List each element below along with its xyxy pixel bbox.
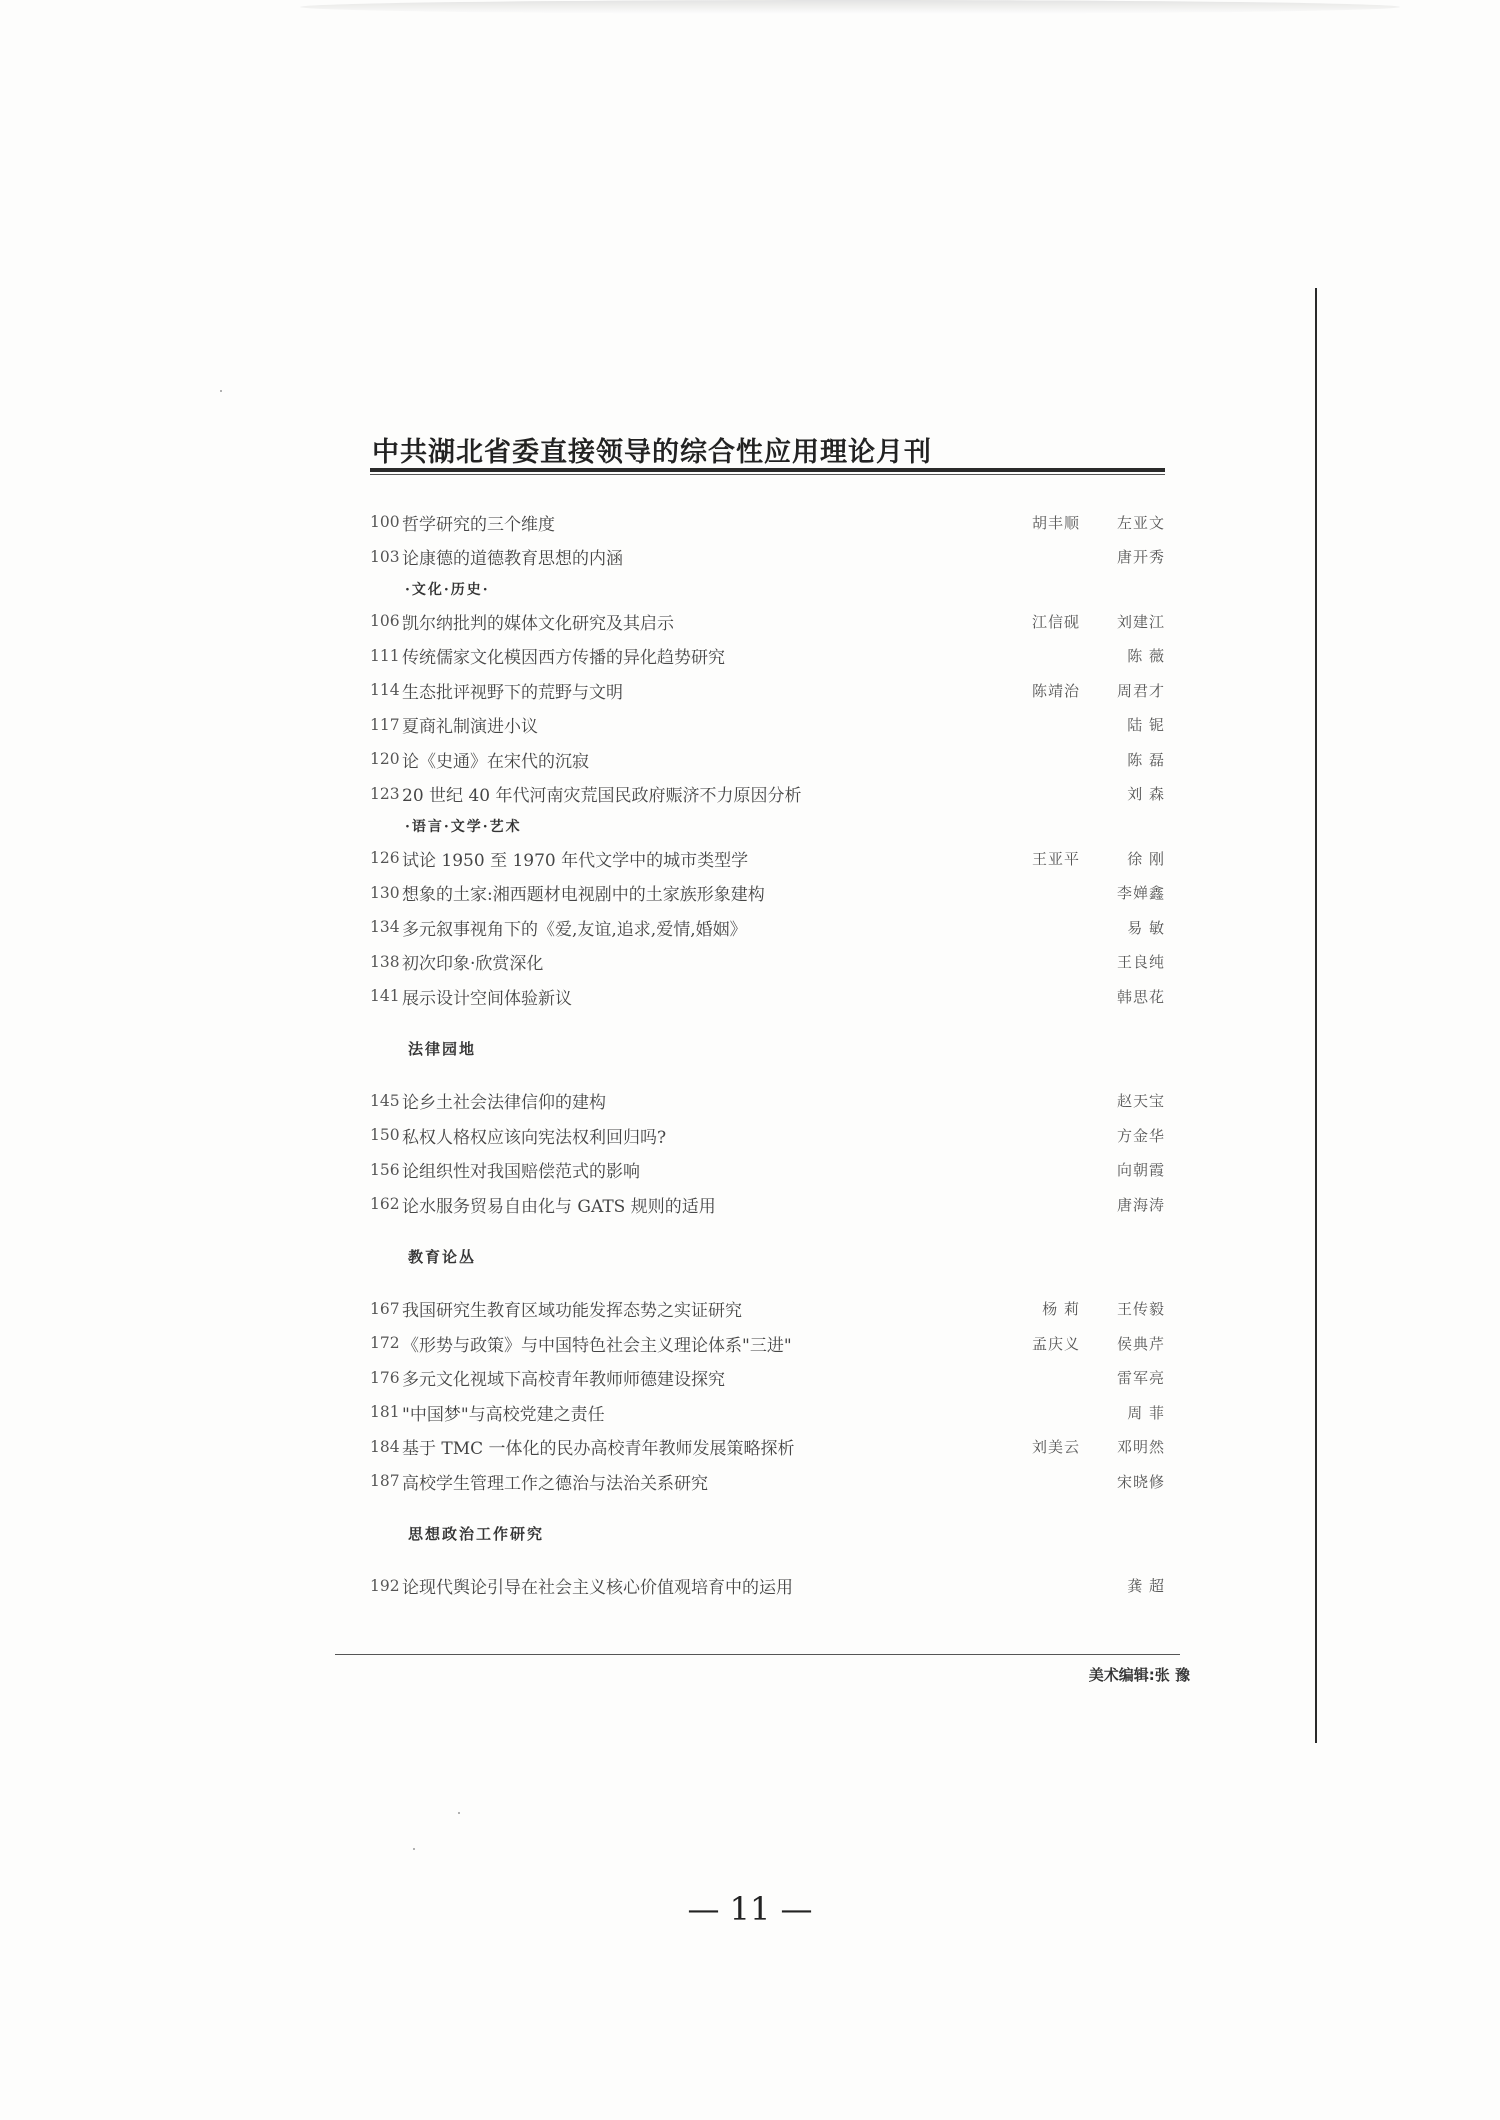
toc-page-number: 103: [370, 547, 400, 566]
toc-author-2: 邓明然: [1116, 1438, 1165, 1457]
toc-entry: [370, 604, 1165, 639]
toc-entry: [370, 1395, 1165, 1430]
toc-author-2: 王良纯: [1116, 953, 1165, 972]
toc-entry: [370, 876, 1165, 911]
toc-article-title: 凯尔纳批判的媒体文化研究及其启示: [402, 613, 674, 634]
toc-author-1: 胡丰顺: [1031, 513, 1080, 532]
toc-author-2: 雷军亮: [1116, 1369, 1165, 1388]
header-rule-thin: [370, 474, 1165, 475]
toc-article-title: 论水服务贸易自由化与 GATS 规则的适用: [402, 1196, 716, 1217]
toc-author-2: 陆 铌: [1127, 716, 1165, 735]
scan-speck: [413, 1848, 415, 1850]
toc-author-1: 陈靖治: [1031, 681, 1080, 700]
toc-page-number: 184: [370, 1437, 400, 1456]
toc-entry: [370, 742, 1165, 777]
toc-article-title: 初次印象·欣赏深化: [402, 954, 544, 975]
toc-article-title: 哲学研究的三个维度: [402, 514, 555, 535]
toc-article-title: "中国梦"与高校党建之责任: [402, 1404, 605, 1425]
toc-article-title: 多元文化视域下高校青年教师师德建设探究: [402, 1370, 725, 1391]
toc-article-title: 展示设计空间体验新议: [402, 988, 572, 1009]
toc-author-2: 王传毅: [1116, 1300, 1165, 1319]
toc-page-number: 192: [370, 1576, 400, 1595]
toc-entry: [370, 1569, 1165, 1604]
toc-entry: [370, 505, 1165, 540]
toc-page-number: 187: [370, 1472, 400, 1491]
toc-author-2: 侯典芹: [1116, 1334, 1165, 1353]
toc-entry: [370, 1430, 1165, 1465]
toc-group-philosophy: [370, 505, 1165, 574]
toc-page-number: 141: [370, 987, 400, 1006]
toc-article-title: 我国研究生教育区域功能发挥态势之实证研究: [402, 1301, 742, 1322]
toc-page-number: 114: [370, 681, 400, 700]
toc-page-number: 167: [370, 1299, 400, 1318]
toc-entry: [370, 945, 1165, 980]
toc-article-title: 多元叙事视角下的《爱,友谊,追求,爱情,婚姻》: [402, 919, 747, 940]
toc-author-2: 刘 森: [1127, 785, 1165, 804]
toc-page-number: 145: [370, 1091, 400, 1110]
toc-author-2: 龚 超: [1127, 1577, 1165, 1596]
toc-author-2: 唐海涛: [1116, 1195, 1165, 1214]
toc-author-2: 徐 刚: [1127, 849, 1165, 868]
art-editor-credit: 美术编辑:张 豫: [1088, 1666, 1190, 1684]
toc-article-title: 《形势与政策》与中国特色社会主义理论体系"三进": [402, 1335, 792, 1356]
journal-header-title: 中共湖北省委直接领导的综合性应用理论月刊: [372, 437, 932, 468]
toc-author-2: 刘建江: [1116, 612, 1165, 631]
toc-author-2: 宋晓修: [1116, 1472, 1165, 1491]
toc-entry: [370, 540, 1165, 575]
toc-entry: [370, 673, 1165, 708]
section-heading-culture-history: ·文化·历史·: [405, 582, 490, 598]
toc-author-2: 向朝霞: [1116, 1161, 1165, 1180]
scan-speck: [458, 1812, 460, 1814]
toc-group-language-literature-art: [370, 841, 1165, 1014]
section-heading-language-literature-art: ·语言·文学·艺术: [405, 819, 522, 835]
toc-entry: [370, 1084, 1165, 1119]
toc-page-number: 106: [370, 612, 400, 631]
toc-article-title: 生态批评视野下的荒野与文明: [402, 682, 623, 703]
header-rule: [370, 468, 1165, 472]
toc-author-2: 韩思花: [1116, 987, 1165, 1006]
toc-page-number: 172: [370, 1334, 400, 1353]
toc-page-number: 150: [370, 1126, 400, 1145]
toc-page-number: 126: [370, 849, 400, 868]
toc-author-2: 周君才: [1116, 681, 1165, 700]
toc-entry: [370, 1153, 1165, 1188]
footer-rule: [335, 1654, 1180, 1655]
toc-page-number: 162: [370, 1195, 400, 1214]
toc-author-2: 左亚文: [1116, 513, 1165, 532]
toc-author-2: 唐开秀: [1116, 548, 1165, 567]
toc-entry: [370, 910, 1165, 945]
page-number: — 11 —: [687, 1890, 813, 1928]
toc-article-title: 论组织性对我国赔偿范式的影响: [402, 1162, 640, 1183]
toc-author-1: 孟庆义: [1031, 1334, 1080, 1353]
toc-page-number: 100: [370, 513, 400, 532]
toc-article-title: 论康德的道德教育思想的内涵: [402, 549, 623, 570]
toc-page-number: 120: [370, 750, 400, 769]
toc-article-title: 论现代舆论引导在社会主义核心价值观培育中的运用: [402, 1578, 793, 1599]
toc-group-culture-history: [370, 604, 1165, 811]
toc-page-number: 176: [370, 1368, 400, 1387]
binding-rule: [1315, 288, 1317, 1743]
toc-page-number: 130: [370, 883, 400, 902]
toc-group-ideology: [370, 1569, 1165, 1604]
toc-page-number: 111: [370, 646, 400, 665]
toc-entry: [370, 1326, 1165, 1361]
toc-entry: [370, 639, 1165, 674]
scan-speck: [220, 390, 222, 392]
section-heading-education: 教育论丛: [408, 1248, 477, 1266]
toc-entry: [370, 841, 1165, 876]
toc-entry: [370, 1292, 1165, 1327]
toc-article-title: 论《史通》在宋代的沉寂: [402, 751, 589, 772]
toc-article-title: 夏商礼制演进小议: [402, 717, 538, 738]
toc-article-title: 20 世纪 40 年代河南灾荒国民政府赈济不力原因分析: [402, 786, 802, 807]
toc-entry: [370, 1187, 1165, 1222]
toc-author-2: 陈 磊: [1127, 750, 1165, 769]
toc-article-title: 想象的土家:湘西题材电视剧中的土家族形象建构: [402, 885, 765, 906]
toc-author-2: 赵天宝: [1116, 1092, 1165, 1111]
toc-entry: [370, 979, 1165, 1014]
toc-author-2: 李婵鑫: [1116, 884, 1165, 903]
toc-author-2: 方金华: [1116, 1126, 1165, 1145]
toc-page-number: 117: [370, 715, 400, 734]
toc-entry: [370, 1361, 1165, 1396]
toc-article-title: 论乡土社会法律信仰的建构: [402, 1093, 606, 1114]
section-heading-ideology: 思想政治工作研究: [408, 1525, 545, 1543]
table-of-contents: [370, 505, 1165, 1603]
toc-page-number: 181: [370, 1403, 400, 1422]
toc-author-2: 周 菲: [1127, 1403, 1165, 1422]
toc-group-education: [370, 1292, 1165, 1499]
toc-page-number: 134: [370, 918, 400, 937]
toc-author-1: 刘美云: [1031, 1438, 1080, 1457]
toc-article-title: 高校学生管理工作之德治与法治关系研究: [402, 1473, 708, 1494]
toc-entry: [370, 708, 1165, 743]
toc-author-1: 杨 莉: [1042, 1300, 1080, 1319]
toc-author-1: 江信砚: [1031, 612, 1080, 631]
scan-shadow: [300, 0, 1400, 14]
toc-entry: [370, 1464, 1165, 1499]
toc-author-2: 易 敏: [1127, 918, 1165, 937]
toc-entry: [370, 1118, 1165, 1153]
section-heading-law: 法律园地: [408, 1040, 477, 1058]
toc-article-title: 基于 TMC 一体化的民办高校青年教师发展策略探析: [402, 1439, 795, 1460]
toc-author-1: 王亚平: [1031, 849, 1080, 868]
toc-group-law: [370, 1084, 1165, 1222]
toc-article-title: 传统儒家文化模因西方传播的异化趋势研究: [402, 648, 725, 669]
toc-page-number: 123: [370, 784, 400, 803]
toc-author-2: 陈 薇: [1127, 647, 1165, 666]
toc-entry: [370, 777, 1165, 812]
toc-article-title: 私权人格权应该向宪法权利回归吗?: [402, 1127, 667, 1148]
toc-page-number: 138: [370, 952, 400, 971]
toc-article-title: 试论 1950 至 1970 年代文学中的城市类型学: [402, 850, 749, 871]
toc-page-number: 156: [370, 1160, 400, 1179]
